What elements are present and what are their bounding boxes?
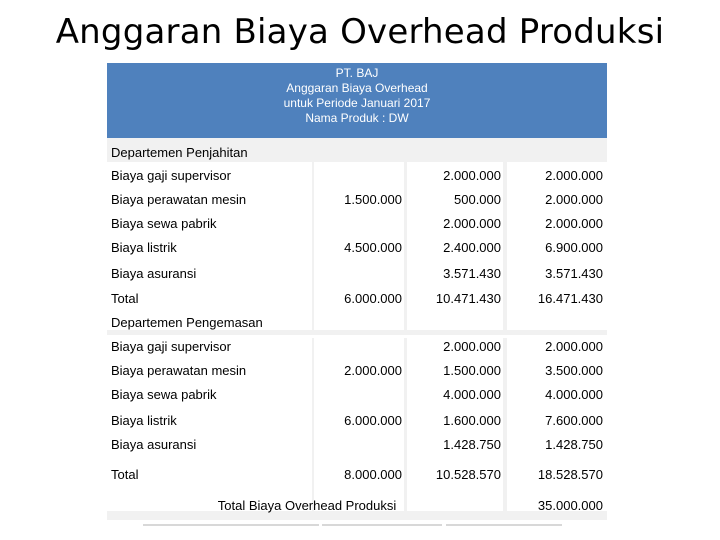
grand-total-value: 35.000.000 (537, 498, 603, 513)
row-label: Biaya gaji supervisor (111, 168, 231, 183)
budget-period: untuk Periode Januari 2017 (283, 96, 431, 110)
row-col3: 3.571.430 (545, 266, 603, 281)
row-col1 (314, 212, 402, 236)
table-row (107, 262, 607, 286)
table-row (107, 335, 607, 359)
row-label: Biaya sewa pabrik (111, 216, 217, 231)
row-col1: 2.000.000 (344, 363, 402, 378)
row-label: Biaya sewa pabrik (111, 387, 217, 402)
section-label: Departemen Pengemasan (111, 315, 263, 330)
table-row (107, 236, 607, 260)
section-header-penjahitan (107, 141, 607, 165)
footer-divider (446, 524, 562, 526)
table-row (107, 359, 607, 383)
row-col3: 6.900.000 (545, 240, 603, 255)
budget-title: Anggaran Biaya Overhead (286, 81, 428, 95)
table-row (107, 409, 607, 433)
row-col2: 500.000 (454, 192, 501, 207)
row-label: Biaya asuransi (111, 266, 197, 281)
row-col2: 10.471.430 (435, 291, 501, 306)
row-col2: 2.000.000 (443, 168, 501, 183)
company-name: PT. BAJ (335, 66, 379, 80)
row-col1: 6.000.000 (344, 413, 402, 428)
footer-divider (322, 524, 442, 526)
row-label: Biaya gaji supervisor (111, 339, 231, 354)
table-header (107, 63, 607, 138)
row-col2: 2.000.000 (443, 216, 501, 231)
row-col3: 4.000.000 (545, 387, 603, 402)
row-col3: 1.428.750 (545, 437, 603, 452)
row-col1 (314, 262, 402, 286)
row-col1: 1.500.000 (344, 192, 402, 207)
grand-total-label: Total Biaya Overhead Produksi (217, 498, 397, 513)
row-label: Biaya listrik (111, 413, 177, 428)
row-col2: 1.500.000 (443, 363, 501, 378)
row-col2: 4.000.000 (443, 387, 501, 402)
row-col3: 2.000.000 (545, 192, 603, 207)
row-col3: 2.000.000 (545, 168, 603, 183)
row-col1: 6.000.000 (344, 291, 402, 306)
row-col1 (314, 164, 402, 188)
row-label: Biaya listrik (111, 240, 177, 255)
row-col2: 2.400.000 (443, 240, 501, 255)
row-col3: 2.000.000 (545, 216, 603, 231)
row-col1 (314, 335, 402, 359)
row-label: Biaya asuransi (111, 437, 197, 452)
row-col1: 4.500.000 (344, 240, 402, 255)
footer-divider (143, 524, 319, 526)
product-name: Nama Produk : DW (305, 111, 409, 125)
table-row-total (107, 463, 607, 487)
table-row (107, 212, 607, 236)
row-col3: 7.600.000 (545, 413, 603, 428)
row-col3: 2.000.000 (545, 339, 603, 354)
slide-title: Anggaran Biaya Overhead Produksi (55, 12, 665, 52)
row-col3: 3.500.000 (545, 363, 603, 378)
row-col1 (314, 383, 402, 407)
table-row-total (107, 287, 607, 311)
row-col2: 3.571.430 (443, 266, 501, 281)
table-row (107, 433, 607, 457)
grand-total-row (107, 494, 607, 518)
table-row (107, 188, 607, 212)
table-row (107, 383, 607, 407)
row-col1: 8.000.000 (344, 467, 402, 482)
budget-table (107, 63, 607, 520)
row-col2: 2.000.000 (443, 339, 501, 354)
row-col3: 16.471.430 (537, 291, 603, 306)
row-col2: 1.428.750 (443, 437, 501, 452)
section-header-pengemasan (107, 311, 607, 335)
row-label: Biaya perawatan mesin (111, 363, 247, 378)
section-label: Departemen Penjahitan (111, 145, 248, 160)
row-col2: 10.528.570 (435, 467, 501, 482)
row-col1 (314, 433, 402, 457)
row-col3: 18.528.570 (537, 467, 603, 482)
row-label: Total (111, 467, 139, 482)
row-label: Biaya perawatan mesin (111, 192, 247, 207)
row-label: Total (111, 291, 139, 306)
table-row (107, 164, 607, 188)
row-col2: 1.600.000 (443, 413, 501, 428)
